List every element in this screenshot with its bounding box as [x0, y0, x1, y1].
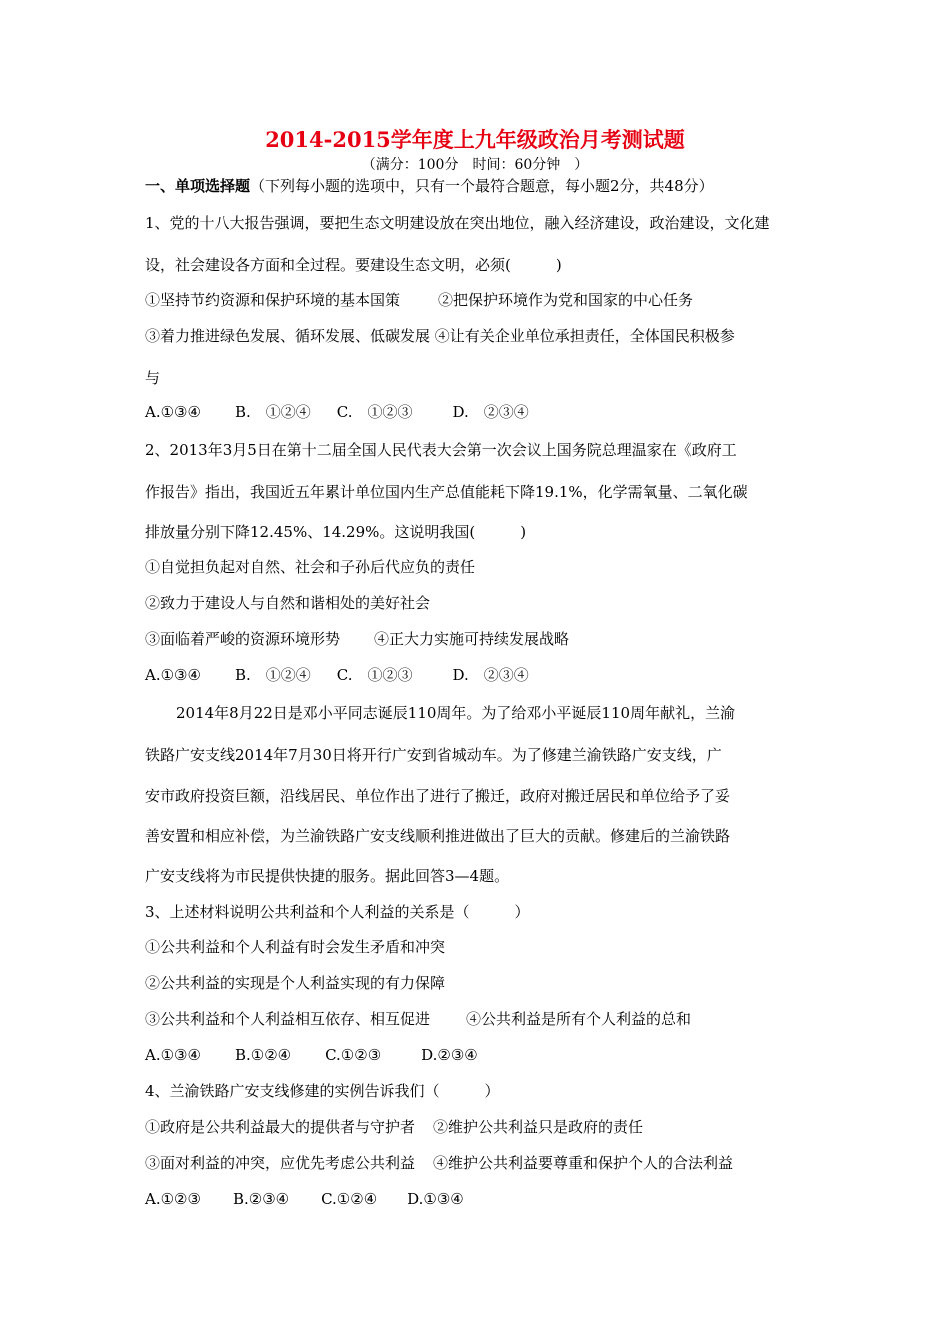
q1-answer-a: A.①③④: [145, 403, 201, 421]
material-line4: 善安置和相应补偿，为兰渝铁路广安支线顺利推进做出了巨大的贡献。修建后的兰渝铁路: [145, 827, 731, 845]
q2-answers: [145, 665, 815, 685]
q2-answer-a: A.①③④: [145, 666, 201, 684]
material-line2: 铁路广安支线2014年7月30日将开行广安到省城动车。为了修建兰渝铁路广安支线，广: [145, 746, 722, 764]
q3-answer-a: A.①③④: [145, 1046, 201, 1064]
q1-answer-c: C. ①②③: [336, 403, 413, 421]
q4-options-row2: [145, 1153, 815, 1173]
section-heading: [145, 176, 815, 196]
q2-option-1: ①自觉担负起对自然、社会和子孙后代应负的责任: [145, 558, 476, 576]
q1-answer-d: D. ②③④: [452, 403, 529, 421]
q2-option-2: ②致力于建设人与自然和谐相处的美好社会: [145, 594, 431, 612]
q3-stem: 3、上述材料说明公共利益和个人利益的关系是（ ）: [145, 903, 530, 921]
q3-answers: [145, 1045, 815, 1065]
q2-option-3: ③面临着严峻的资源环境形势: [145, 630, 341, 648]
q4-option-4: ④维护公共利益要尊重和保护个人的合法利益: [433, 1154, 734, 1172]
q3-answer-b: B.①②④: [234, 1046, 292, 1064]
q4-answers: [145, 1189, 815, 1209]
q2-option-4: ④正大力实施可持续发展战略: [374, 630, 570, 648]
q2-options-row3: [145, 629, 815, 649]
q2-answer-b: B. ①②④: [234, 666, 311, 684]
q2-stem-line3: 排放量分别下降12.45%、14.29%。这说明我国( ): [145, 523, 527, 541]
q1-stem-line2: 设，社会建设各方面和全过程。要建设生态文明，必须( ): [145, 256, 562, 274]
q1-options-row2-cont: 与: [145, 369, 161, 387]
q2-answer-d: D. ②③④: [452, 666, 529, 684]
q4-answer-d: D.①③④: [407, 1190, 464, 1208]
q3-option-3: ③公共利益和个人利益相互依存、相互促进: [145, 1010, 431, 1028]
q4-stem: 4、兰渝铁路广安支线修建的实例告诉我们（ ）: [145, 1082, 500, 1100]
material-line5: 广安支线将为市民提供快捷的服务。据此回答3—4题。: [145, 867, 510, 885]
q1-options-row1: [145, 290, 815, 310]
q3-option-4: ④公共利益是所有个人利益的总和: [466, 1010, 692, 1028]
q4-answer-c: C.①②④: [321, 1190, 378, 1208]
q3-options-row3: [145, 1009, 815, 1029]
q4-answer-a: A.①②③: [145, 1190, 201, 1208]
q3-answer-c: C.①②③: [325, 1046, 382, 1064]
q2-stem-line1: 2、2013年3月5日在第十二届全国人民代表大会第一次会议上国务院总理温家在《政府工: [145, 441, 737, 459]
q4-answer-b: B.②③④: [232, 1190, 290, 1208]
q1-answer-b: B. ①②④: [234, 403, 311, 421]
q1-stem-line1: 1、党的十八大报告强调，要把生态文明建设放在突出地位，融入经济建设，政治建设，文化建: [145, 214, 770, 232]
q1-options-row2: ③着力推进绿色发展、循环发展、低碳发展 ④让有关企业单位承担责任，全体国民积极参: [145, 327, 735, 345]
q3-option-2: ②公共利益的实现是个人利益实现的有力保障: [145, 974, 446, 992]
q4-option-2: ②维护公共利益只是政府的责任: [433, 1118, 644, 1136]
q1-option-2: ②把保护环境作为党和国家的中心任务: [438, 291, 694, 309]
q4-option-3: ③面对利益的冲突，应优先考虑公共利益: [145, 1154, 416, 1172]
q3-option-1: ①公共利益和个人利益有时会发生矛盾和冲突: [145, 938, 446, 956]
section-instruction: （下列每小题的选项中，只有一个最符合题意，每小题2分，共48分）: [250, 177, 714, 195]
q1-option-1: ①坚持节约资源和保护环境的基本国策: [145, 291, 401, 309]
q2-answer-c: C. ①②③: [336, 666, 413, 684]
q1-answers: [145, 402, 815, 422]
q4-option-1: ①政府是公共利益最大的提供者与守护者: [145, 1118, 416, 1136]
section-title: 一、单项选择题: [145, 177, 251, 195]
material-line1: 2014年8月22日是邓小平同志诞辰110周年。为了给邓小平诞辰110周年献礼，兰渝: [176, 704, 736, 722]
exam-subtitle: （满分：100分 时间：60分钟 ）: [361, 157, 589, 173]
q4-options-row1: [145, 1117, 815, 1137]
q2-stem-line2: 作报告》指出，我国近五年累计单位国内生产总值能耗下降19.1%，化学需氧量、二氧化碳: [145, 483, 748, 501]
exam-title: 2014-2015学年度上九年级政治月考测试题: [265, 127, 685, 152]
material-line3: 安市政府投资巨额，沿线居民、单位作出了进行了搬迁，政府对搬迁居民和单位给予了妥: [145, 787, 731, 805]
q3-answer-d: D.②③④: [421, 1046, 478, 1064]
